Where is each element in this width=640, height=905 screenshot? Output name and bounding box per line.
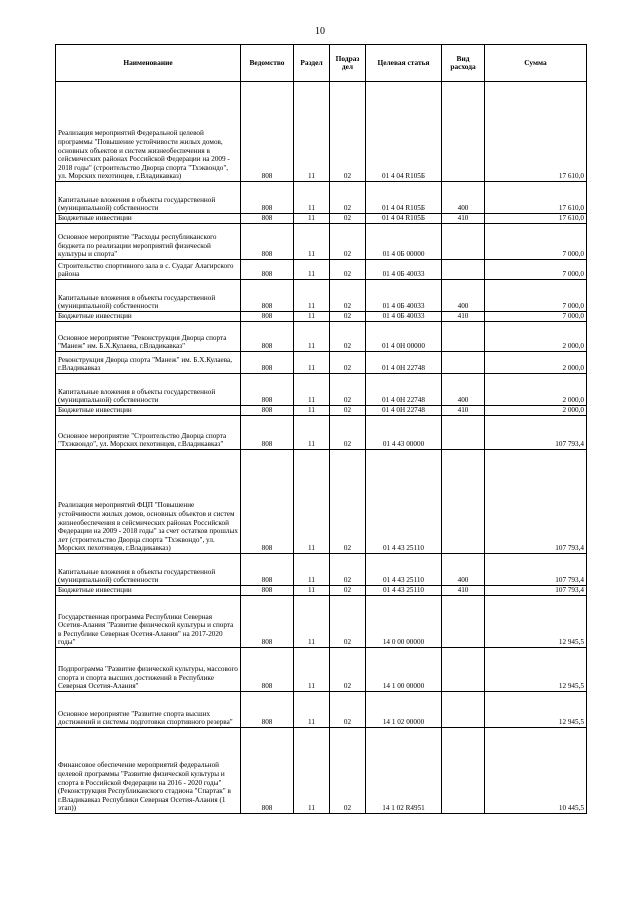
row-dept: 808: [241, 224, 294, 260]
table-row: [56, 554, 587, 586]
row-dept: 808: [241, 312, 294, 322]
row-target: 01 4 0Н 22748: [366, 374, 442, 406]
row-exptype: [442, 322, 485, 352]
row-subsection: 02: [330, 450, 366, 554]
row-dept: 808: [241, 648, 294, 692]
table-row: [56, 182, 587, 214]
row-name: Капитальные вложения в объекты государственной (муниципальной) собственности: [56, 182, 241, 214]
row-dept: 808: [241, 596, 294, 648]
row-name: Бюджетные инвестиции: [56, 312, 241, 322]
row-subsection: 02: [330, 352, 366, 374]
row-dept: 808: [241, 280, 294, 312]
row-name: Строительство спортивного зала в с. Суадаг Алагирского района: [56, 260, 241, 280]
row-name: Реконструкция Дворца спорта "Манеж" им. Б.Х.Кулаева, г.Владикавказ: [56, 352, 241, 374]
row-dept: 808: [241, 322, 294, 352]
row-exptype: 400: [442, 554, 485, 586]
row-section: 11: [294, 450, 330, 554]
row-section: 11: [294, 182, 330, 214]
row-sum: 2 000,0: [485, 374, 587, 406]
row-sum: 107 793,4: [485, 450, 587, 554]
row-target: 01 4 0Б 40033: [366, 260, 442, 280]
row-section: 11: [294, 692, 330, 728]
row-name: Основное мероприятие "Развитие спорта высших достижений и системы подготовки спортивного резерва": [56, 692, 241, 728]
header-target: Целевая статья: [366, 45, 442, 82]
row-exptype: [442, 596, 485, 648]
row-target: 01 4 04 R105Б: [366, 214, 442, 224]
table-row: [56, 374, 587, 406]
row-exptype: [442, 260, 485, 280]
row-sum: 107 793,4: [485, 586, 587, 596]
page-number: 10: [315, 26, 325, 37]
table-row: [56, 450, 587, 554]
row-subsection: 02: [330, 214, 366, 224]
row-section: 11: [294, 416, 330, 450]
row-subsection: 02: [330, 406, 366, 416]
row-exptype: 410: [442, 312, 485, 322]
row-exptype: 410: [442, 214, 485, 224]
header-name: Наименование: [56, 45, 241, 82]
row-sum: 107 793,4: [485, 416, 587, 450]
table-row: [56, 406, 587, 416]
row-exptype: 410: [442, 586, 485, 596]
row-section: 11: [294, 214, 330, 224]
row-name: Подпрограмма "Развитие физической культуры, массового спорта и спорта высших достижений в Республике Северная Осетия-Алания": [56, 648, 241, 692]
row-section: 11: [294, 260, 330, 280]
row-subsection: 02: [330, 280, 366, 312]
row-subsection: 02: [330, 182, 366, 214]
table-header-row: [56, 45, 587, 82]
row-target: 14 0 00 00000: [366, 596, 442, 648]
table-row: [56, 82, 587, 182]
table-row: [56, 416, 587, 450]
row-exptype: [442, 352, 485, 374]
row-target: 01 4 43 00000: [366, 416, 442, 450]
table-row: [56, 692, 587, 728]
row-dept: 808: [241, 554, 294, 586]
row-sum: 2 000,0: [485, 352, 587, 374]
table-row: [56, 648, 587, 692]
row-subsection: 02: [330, 596, 366, 648]
header-section: Раздел: [294, 45, 330, 82]
table-row: [56, 322, 587, 352]
row-section: 11: [294, 596, 330, 648]
table-row: [56, 224, 587, 260]
row-name: Финансовое обеспечение мероприятий федеральной целевой программы "Развитие физической культуры и спорта в Российской Федерации на 2016 - 2020 годы" (Реконструкция Республиканского стадиона "Спартак" в г.Владикавказ Республики Северная Осетия-Алания (1 этап)): [56, 728, 241, 814]
row-section: 11: [294, 374, 330, 406]
row-subsection: 02: [330, 224, 366, 260]
row-dept: 808: [241, 692, 294, 728]
header-subsection: Подраз дел: [330, 45, 366, 82]
row-section: 11: [294, 82, 330, 182]
row-sum: 17 610,0: [485, 82, 587, 182]
row-subsection: 02: [330, 692, 366, 728]
row-exptype: [442, 728, 485, 814]
row-name: Реализация мероприятий ФЦП "Повышение устойчивости жилых домов, основных объектов и систем жизнеобеспечения в сейсмических районах Российской Федерации на 2009 - 2018 годы" за счет остатков прошлых лет (строительство Дворца спорта "Тхэквондо", ул. Морских пехотинцев, г.Владикавказ): [56, 450, 241, 554]
row-target: 14 1 00 00000: [366, 648, 442, 692]
row-sum: 12 945,5: [485, 596, 587, 648]
row-subsection: 02: [330, 728, 366, 814]
header-sum: Сумма: [485, 45, 587, 82]
row-target: 01 4 43 25110: [366, 554, 442, 586]
row-target: 01 4 43 25110: [366, 450, 442, 554]
table-row: [56, 586, 587, 596]
row-target: 01 4 0Б 40033: [366, 312, 442, 322]
row-exptype: [442, 82, 485, 182]
table-row: [56, 260, 587, 280]
row-target: 01 4 0Н 22748: [366, 406, 442, 416]
row-exptype: 400: [442, 374, 485, 406]
table-row: [56, 312, 587, 322]
row-target: 01 4 04 R105Б: [366, 182, 442, 214]
row-exptype: [442, 224, 485, 260]
row-subsection: 02: [330, 322, 366, 352]
row-name: Бюджетные инвестиции: [56, 406, 241, 416]
row-exptype: [442, 648, 485, 692]
row-sum: 107 793,4: [485, 554, 587, 586]
row-target: 14 1 02 R4951: [366, 728, 442, 814]
row-exptype: 410: [442, 406, 485, 416]
row-section: 11: [294, 280, 330, 312]
row-subsection: 02: [330, 416, 366, 450]
row-section: 11: [294, 352, 330, 374]
row-name: Основное мероприятие "Строительство Дворца спорта "Тхэквондо", ул. Морских пехотинцев, г.Владикавказ": [56, 416, 241, 450]
row-sum: 7 000,0: [485, 260, 587, 280]
table-body: [56, 82, 587, 814]
row-dept: 808: [241, 182, 294, 214]
row-name: Основное мероприятие "Реконструкция Дворца спорта "Манеж" им. Б.Х.Кулаева, г.Владикавказ": [56, 322, 241, 352]
row-dept: 808: [241, 214, 294, 224]
row-name: Капитальные вложения в объекты государственной (муниципальной) собственности: [56, 554, 241, 586]
row-name: Государственная программа Республики Северная Осетия-Алания "Развитие физической культуры и спорта в Республике Северная Осетия-Алания" на 2017-2020 годы": [56, 596, 241, 648]
row-sum: 7 000,0: [485, 280, 587, 312]
row-dept: 808: [241, 260, 294, 280]
row-sum: 17 610,0: [485, 214, 587, 224]
row-name: Капитальные вложения в объекты государственной (муниципальной) собственности: [56, 280, 241, 312]
row-dept: 808: [241, 450, 294, 554]
row-target: 01 4 0Н 22748: [366, 352, 442, 374]
row-sum: 7 000,0: [485, 224, 587, 260]
header-exptype: Вид расхода: [442, 45, 485, 82]
row-subsection: 02: [330, 648, 366, 692]
row-subsection: 02: [330, 312, 366, 322]
row-exptype: [442, 692, 485, 728]
row-section: 11: [294, 648, 330, 692]
table-row: [56, 596, 587, 648]
row-section: 11: [294, 586, 330, 596]
row-dept: 808: [241, 82, 294, 182]
row-name: Бюджетные инвестиции: [56, 586, 241, 596]
row-subsection: 02: [330, 554, 366, 586]
table-row: [56, 728, 587, 814]
row-exptype: [442, 450, 485, 554]
row-name: Бюджетные инвестиции: [56, 214, 241, 224]
row-sum: 7 000,0: [485, 312, 587, 322]
row-target: 01 4 04 R105Б: [366, 82, 442, 182]
row-section: 11: [294, 406, 330, 416]
row-section: 11: [294, 322, 330, 352]
row-subsection: 02: [330, 260, 366, 280]
row-sum: 17 610,0: [485, 182, 587, 214]
row-sum: 2 000,0: [485, 322, 587, 352]
row-name: Капитальные вложения в объекты государственной (муниципальной) собственности: [56, 374, 241, 406]
table-row: [56, 214, 587, 224]
row-target: 01 4 0Н 00000: [366, 322, 442, 352]
row-sum: 12 945,5: [485, 648, 587, 692]
header-dept: Ведомство: [241, 45, 294, 82]
row-section: 11: [294, 728, 330, 814]
row-sum: 10 445,5: [485, 728, 587, 814]
row-subsection: 02: [330, 374, 366, 406]
row-target: 01 4 43 25110: [366, 586, 442, 596]
row-dept: 808: [241, 406, 294, 416]
row-name: Реализация мероприятий Федеральной целевой программы "Повышение устойчивости жилых домов, основных объектов и систем жизнеобеспечения в сейсмических районах Российской Федерации на 2009 - 2018 годы" (строительство Дворца спорта "Тхэквондо", ул. Морских пехотинцев, г.Владикавказ): [56, 82, 241, 182]
row-target: 01 4 0Б 00000: [366, 224, 442, 260]
row-target: 01 4 0Б 40033: [366, 280, 442, 312]
row-dept: 808: [241, 352, 294, 374]
row-exptype: [442, 416, 485, 450]
row-dept: 808: [241, 586, 294, 596]
row-name: Основное мероприятие "Расходы республиканского бюджета по реализации мероприятий физической культуры и спорта": [56, 224, 241, 260]
row-sum: 12 945,5: [485, 692, 587, 728]
table-row: [56, 352, 587, 374]
row-dept: 808: [241, 416, 294, 450]
row-exptype: 400: [442, 280, 485, 312]
row-section: 11: [294, 224, 330, 260]
row-section: 11: [294, 312, 330, 322]
row-dept: 808: [241, 374, 294, 406]
table-row: [56, 280, 587, 312]
row-exptype: 400: [442, 182, 485, 214]
row-section: 11: [294, 554, 330, 586]
row-subsection: 02: [330, 82, 366, 182]
row-target: 14 1 02 00000: [366, 692, 442, 728]
row-subsection: 02: [330, 586, 366, 596]
row-sum: 2 000,0: [485, 406, 587, 416]
budget-table: [55, 44, 587, 814]
row-dept: 808: [241, 728, 294, 814]
